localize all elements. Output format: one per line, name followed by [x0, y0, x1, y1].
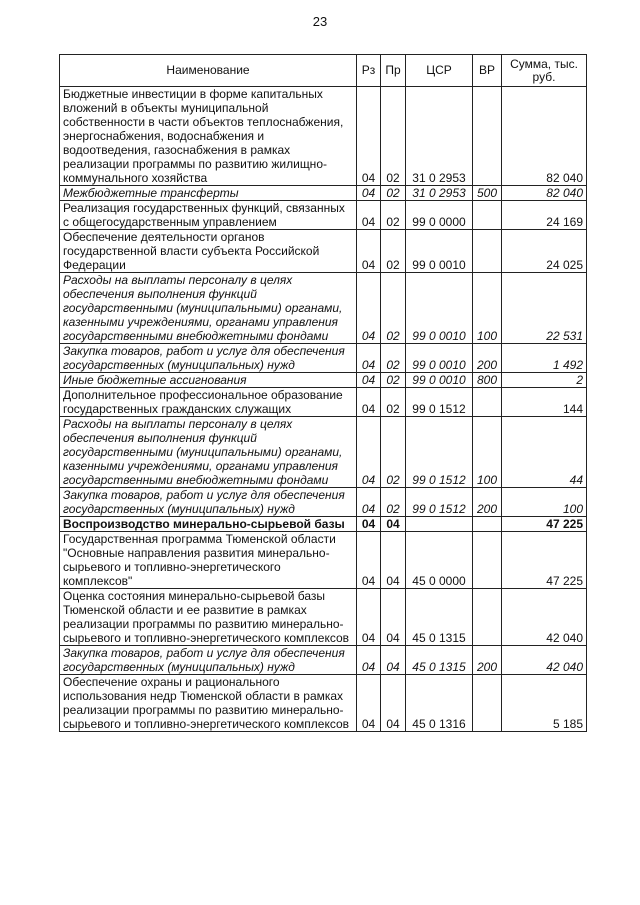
row-csr: 45 0 0000	[406, 532, 473, 589]
row-vr: 800	[473, 373, 502, 388]
row-pr: 04	[381, 675, 406, 732]
row-rz: 04	[357, 186, 381, 201]
row-csr: 99 0 1512	[406, 417, 473, 488]
table-row	[60, 646, 587, 675]
row-csr: 99 0 0000	[406, 201, 473, 230]
row-pr: 02	[381, 273, 406, 344]
row-vr	[473, 589, 502, 646]
row-rz: 04	[357, 417, 381, 488]
row-rz: 04	[357, 201, 381, 230]
row-pr: 02	[381, 488, 406, 517]
row-name: Закупка товаров, работ и услуг для обеспечения государственных (муниципальных) нужд	[60, 344, 357, 373]
row-vr: 200	[473, 488, 502, 517]
row-vr: 500	[473, 186, 502, 201]
row-csr: 99 0 1512	[406, 388, 473, 417]
header-sum: Сумма, тыс. руб.	[502, 55, 587, 87]
row-name: Закупка товаров, работ и услуг для обеспечения государственных (муниципальных) нужд	[60, 646, 357, 675]
row-rz: 04	[357, 517, 381, 532]
row-sum: 47 225	[502, 517, 587, 532]
row-name: Оценка состояния минерально-сырьевой базы Тюменской области и ее развитие в рамках реализации программы по развитию минерально-сырьевого и топливно-энергетического комплексов	[60, 589, 357, 646]
row-csr: 99 0 0010	[406, 344, 473, 373]
row-pr: 04	[381, 517, 406, 532]
row-rz: 04	[357, 273, 381, 344]
budget-table	[59, 54, 587, 732]
row-rz: 04	[357, 675, 381, 732]
row-name: Бюджетные инвестиции в форме капитальных вложений в объекты муниципальной собственности в части объектов теплоснабжения, энергоснабжения, водоснабжения и водоотведения, газоснабжения в рамках реализации программы по развитию жилищно-коммунального хозяйства	[60, 87, 357, 186]
row-csr: 99 0 0010	[406, 230, 473, 273]
row-vr: 100	[473, 273, 502, 344]
row-pr: 04	[381, 646, 406, 675]
row-pr: 02	[381, 373, 406, 388]
row-vr: 200	[473, 344, 502, 373]
header-csr: ЦСР	[406, 55, 473, 87]
row-rz: 04	[357, 373, 381, 388]
row-rz: 04	[357, 589, 381, 646]
table-row	[60, 186, 587, 201]
row-pr: 04	[381, 589, 406, 646]
row-vr: 200	[473, 646, 502, 675]
table-row	[60, 201, 587, 230]
row-pr: 02	[381, 87, 406, 186]
row-csr: 31 0 2953	[406, 87, 473, 186]
row-rz: 04	[357, 532, 381, 589]
row-pr: 02	[381, 344, 406, 373]
header-vr: ВР	[473, 55, 502, 87]
row-sum: 47 225	[502, 532, 587, 589]
header-pr: Пр	[381, 55, 406, 87]
row-sum: 144	[502, 388, 587, 417]
row-csr: 99 0 1512	[406, 488, 473, 517]
row-rz: 04	[357, 230, 381, 273]
row-csr: 45 0 1315	[406, 646, 473, 675]
table-row	[60, 532, 587, 589]
row-pr: 02	[381, 201, 406, 230]
row-rz: 04	[357, 344, 381, 373]
row-csr: 45 0 1315	[406, 589, 473, 646]
row-sum: 1 492	[502, 344, 587, 373]
row-pr: 02	[381, 417, 406, 488]
row-sum: 42 040	[502, 646, 587, 675]
page-number: 23	[312, 14, 328, 29]
row-vr: 100	[473, 417, 502, 488]
row-sum: 100	[502, 488, 587, 517]
row-sum: 82 040	[502, 186, 587, 201]
row-name: Расходы на выплаты персоналу в целях обеспечения выполнения функций государственными (муниципальными) органами, казенными учреждениями, органами управления государственными внебюджетными фондами	[60, 273, 357, 344]
row-rz: 04	[357, 646, 381, 675]
row-pr: 02	[381, 388, 406, 417]
header-name: Наименование	[60, 55, 357, 87]
row-csr: 99 0 0010	[406, 373, 473, 388]
row-vr	[473, 87, 502, 186]
row-sum: 44	[502, 417, 587, 488]
table-row	[60, 675, 587, 732]
table-row	[60, 344, 587, 373]
row-rz: 04	[357, 488, 381, 517]
table-row	[60, 417, 587, 488]
row-csr	[406, 517, 473, 532]
row-vr	[473, 517, 502, 532]
row-name: Межбюджетные трансферты	[60, 186, 357, 201]
table-row	[60, 388, 587, 417]
row-name: Реализация государственных функций, связанных с общегосударственным управлением	[60, 201, 357, 230]
row-csr: 45 0 1316	[406, 675, 473, 732]
header-rz: Рз	[357, 55, 381, 87]
row-sum: 5 185	[502, 675, 587, 732]
table-row	[60, 87, 587, 186]
row-pr: 02	[381, 230, 406, 273]
row-rz: 04	[357, 388, 381, 417]
row-sum: 24 025	[502, 230, 587, 273]
table-row	[60, 273, 587, 344]
row-sum: 82 040	[502, 87, 587, 186]
row-name: Закупка товаров, работ и услуг для обеспечения государственных (муниципальных) нужд	[60, 488, 357, 517]
row-name: Расходы на выплаты персоналу в целях обеспечения выполнения функций государственными (муниципальными) органами, казенными учреждениями, органами управления государственными внебюджетными фондами	[60, 417, 357, 488]
row-name: Воспроизводство минерально-сырьевой базы	[60, 517, 357, 532]
row-name: Дополнительное профессиональное образование государственных гражданских служащих	[60, 388, 357, 417]
row-name: Государственная программа Тюменской области "Основные направления развития минерально-сырьевого и топливно-энергетического комплексов"	[60, 532, 357, 589]
row-name: Обеспечение охраны и рационального использования недр Тюменской области в рамках реализации программы по развитию минерально-сырьевого и топливно-энергетического комплексов	[60, 675, 357, 732]
row-csr: 31 0 2953	[406, 186, 473, 201]
table-row	[60, 373, 587, 388]
table-header-row	[60, 55, 587, 87]
table-row	[60, 589, 587, 646]
row-rz: 04	[357, 87, 381, 186]
row-pr: 04	[381, 532, 406, 589]
row-csr: 99 0 0010	[406, 273, 473, 344]
row-vr	[473, 388, 502, 417]
row-sum: 2	[502, 373, 587, 388]
row-sum: 24 169	[502, 201, 587, 230]
row-vr	[473, 675, 502, 732]
row-sum: 22 531	[502, 273, 587, 344]
row-vr	[473, 532, 502, 589]
row-name: Обеспечение деятельности органов государственной власти субъекта Российской Федерации	[60, 230, 357, 273]
table-row	[60, 488, 587, 517]
row-name: Иные бюджетные ассигнования	[60, 373, 357, 388]
row-vr	[473, 230, 502, 273]
row-vr	[473, 201, 502, 230]
table-row	[60, 230, 587, 273]
row-sum: 42 040	[502, 589, 587, 646]
row-pr: 02	[381, 186, 406, 201]
table-row	[60, 517, 587, 532]
